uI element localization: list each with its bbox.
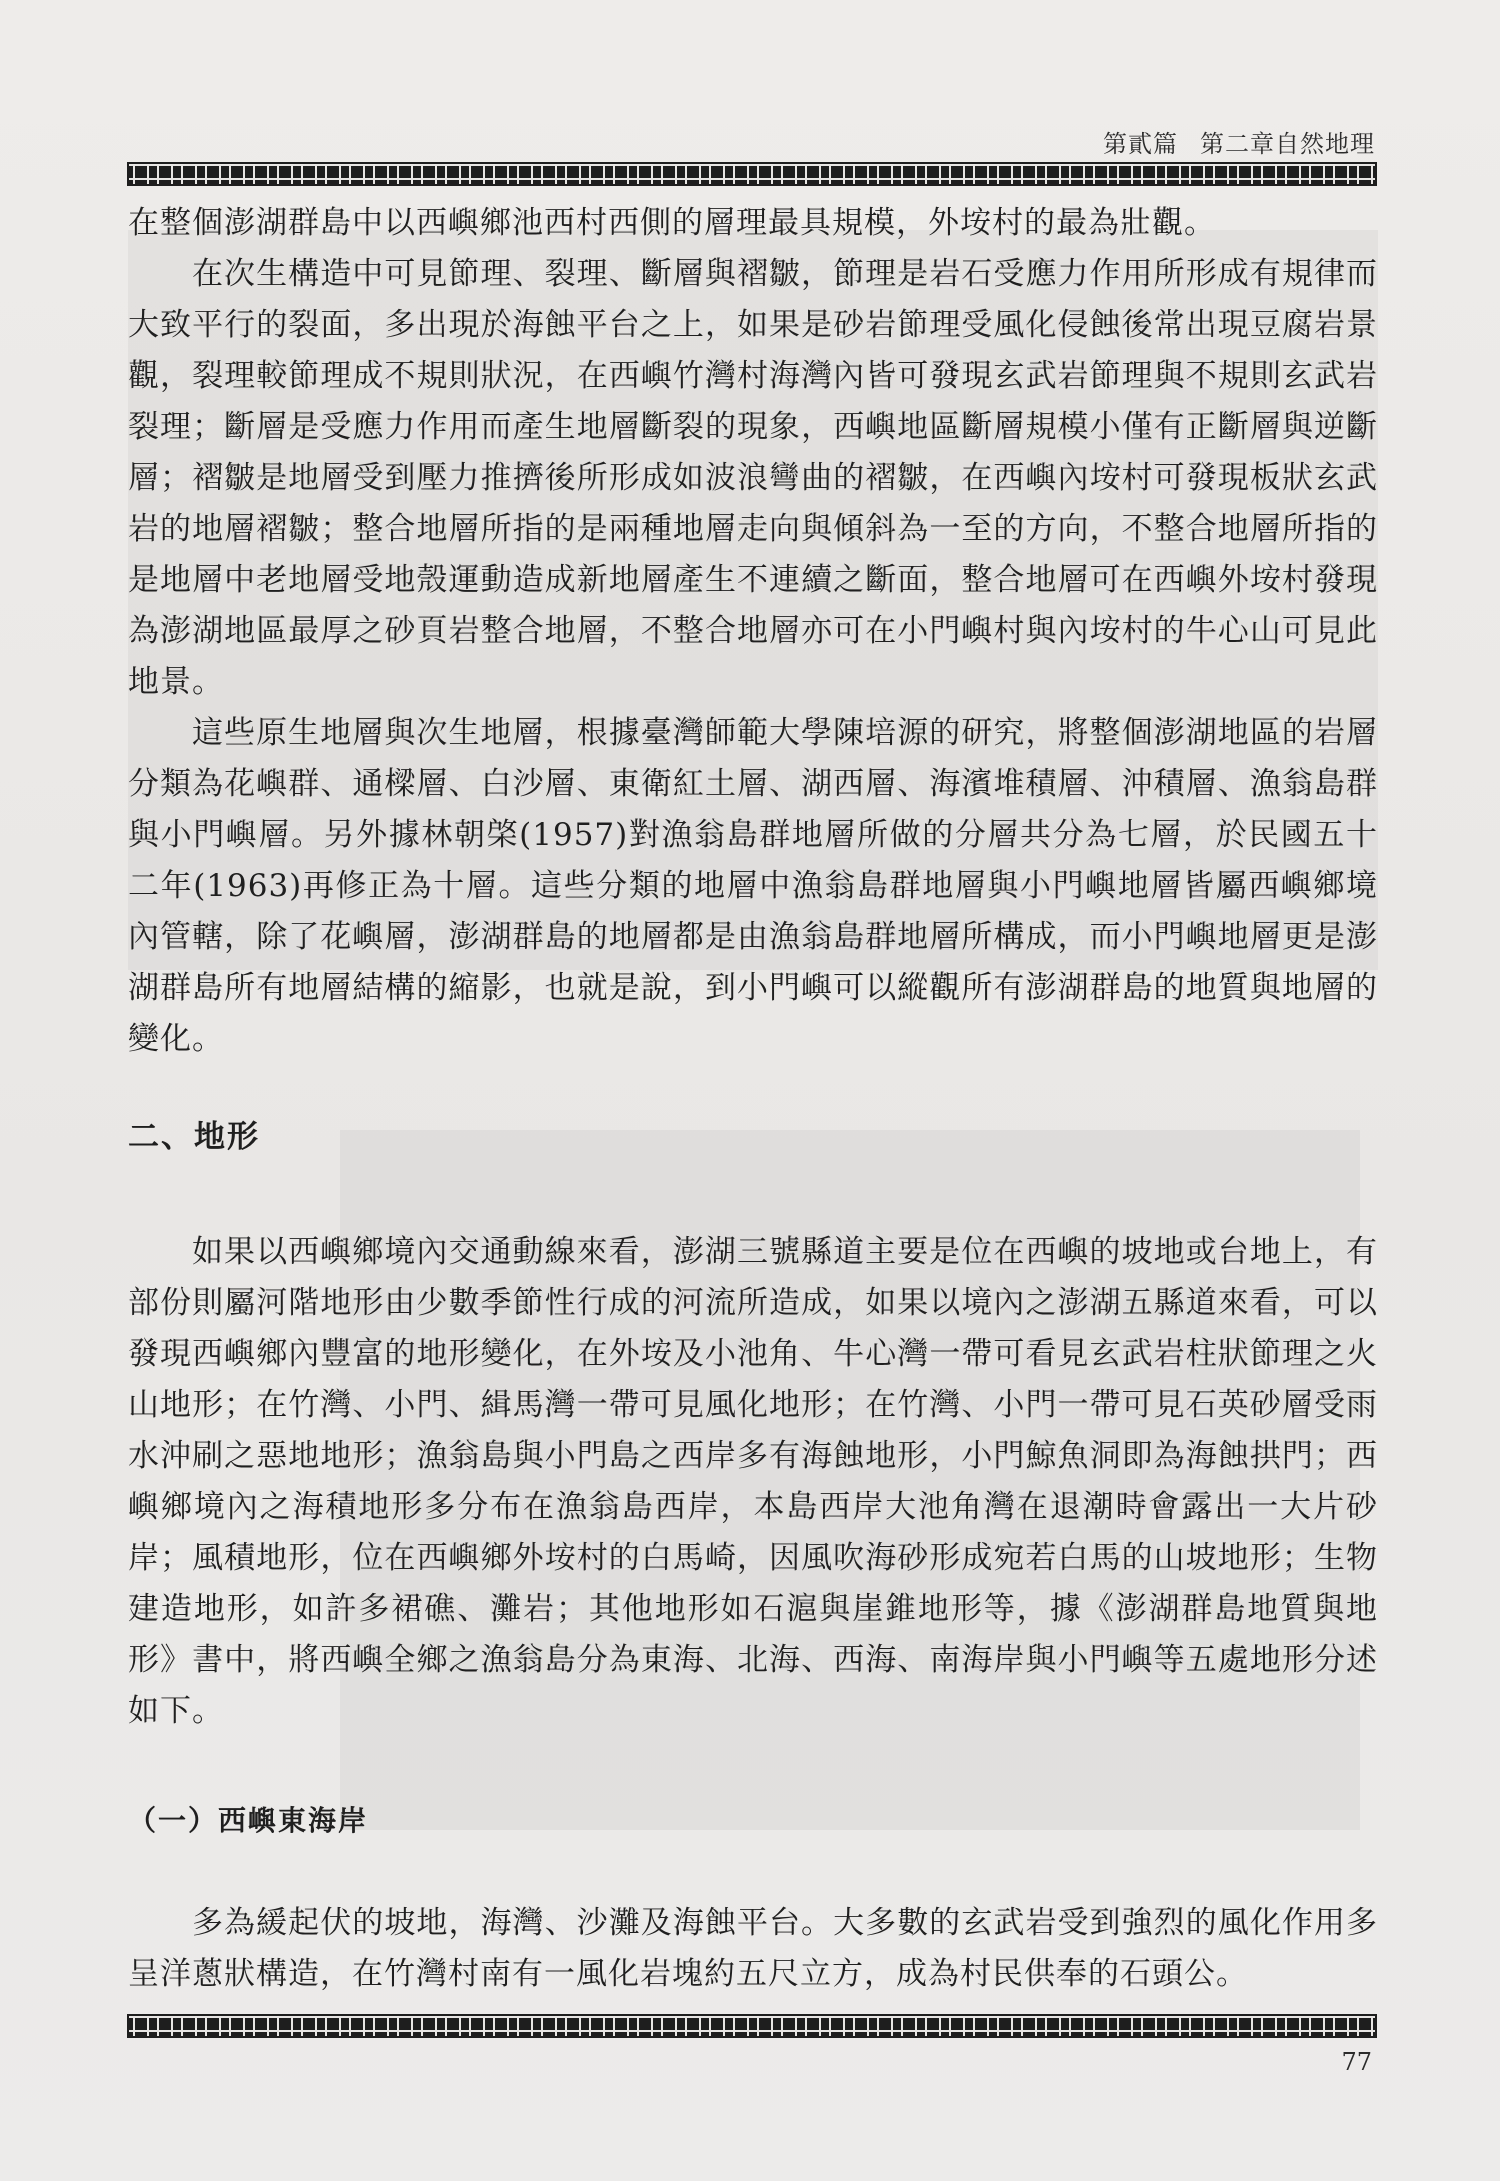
paragraph: 如果以西嶼鄉境內交通動線來看，澎湖三號縣道主要是位在西嶼的坡地或台地上，有部份則屬河階地形由少數季節性行成的河流所造成，如果以境內之澎湖五縣道來看，可以發現西嶼鄉內豐富的地形變化，在外垵及小池角、牛心灣一帶可看見玄武岩柱狀節理之火山地形；在竹灣、小門、緝馬灣一帶可見風化地形；在竹灣、小門一帶可見石英砂層受雨水沖刷之惡地地形；漁翁島與小門島之西岸多有海蝕地形，小門鯨魚洞即為海蝕拱門；西嶼鄉境內之海積地形多分布在漁翁島西岸，本島西岸大池角灣在退潮時會露出一大片砂岸；風積地形，位在西嶼鄉外垵村的白馬崎，因風吹海砂形成宛若白馬的山坡地形；生物建造地形，如許多裙礁、灘岩；其他地形如石滬與崖錐地形等，據《澎湖群島地質與地形》書中，將西嶼全鄉之漁翁島分為東海、北海、西海、南海岸與小門嶼等五處地形分述如下。	[128, 1234, 1378, 1729]
paragraph: 多為緩起伏的坡地，海灣、沙灘及海蝕平台。大多數的玄武岩受到強烈的風化作用多呈洋蔥狀構造，在竹灣村南有一風化岩塊約五尺立方，成為村民供奉的石頭公。	[128, 1905, 1378, 1992]
section-heading: 二、地形	[128, 1119, 260, 1155]
body-text	[128, 198, 1378, 2000]
bottom-decorative-border	[127, 2014, 1377, 2038]
paragraph: 這些原生地層與次生地層，根據臺灣師範大學陳培源的研究，將整個澎湖地區的岩層分類為花嶼群、通樑層、白沙層、東衛紅土層、湖西層、海濱堆積層、沖積層、漁翁島群與小門嶼層。另外據林朝棨(1957)對漁翁島群地層所做的分層共分為七層，於民國五十二年(1963)再修正為十層。這些分類的地層中漁翁島群地層與小門嶼地層皆屬西嶼鄉境內管轄，除了花嶼層，澎湖群島的地層都是由漁翁島群地層所構成，而小門嶼地層更是澎湖群島所有地層結構的縮影，也就是說，到小門嶼可以縱觀所有澎湖群島的地質與地層的變化。	[128, 715, 1378, 1057]
paragraph: 在次生構造中可見節理、裂理、斷層與褶皺，節理是岩石受應力作用所形成有規律而大致平行的裂面，多出現於海蝕平台之上，如果是砂岩節理受風化侵蝕後常出現豆腐岩景觀，裂理較節理成不規則狀況，在西嶼竹灣村海灣內皆可發現玄武岩節理與不規則玄武岩裂理；斷層是受應力作用而產生地層斷裂的現象，西嶼地區斷層規模小僅有正斷層與逆斷層；褶皺是地層受到壓力推擠後所形成如波浪彎曲的褶皺，在西嶼內垵村可發現板狀玄武岩的地層褶皺；整合地層所指的是兩種地層走向與傾斜為一至的方向，不整合地層所指的是地層中老地層受地殼運動造成新地層產生不連續之斷面，整合地層可在西嶼外垵村發現為澎湖地區最厚之砂頁岩整合地層，不整合地層亦可在小門嶼村與內垵村的牛心山可見此地景。	[128, 256, 1378, 700]
top-decorative-border	[127, 162, 1377, 186]
header-part: 第貳篇	[1103, 130, 1178, 158]
paragraph: 在整個澎湖群島中以西嶼鄉池西村西側的層理最具規模，外垵村的最為壯觀。	[128, 205, 1216, 241]
subsection-heading: （一）西嶼東海岸	[128, 1804, 369, 1837]
header-chapter: 第二章自然地理	[1200, 130, 1375, 158]
page-number: 77	[1341, 2048, 1372, 2076]
running-header	[1103, 124, 1375, 159]
